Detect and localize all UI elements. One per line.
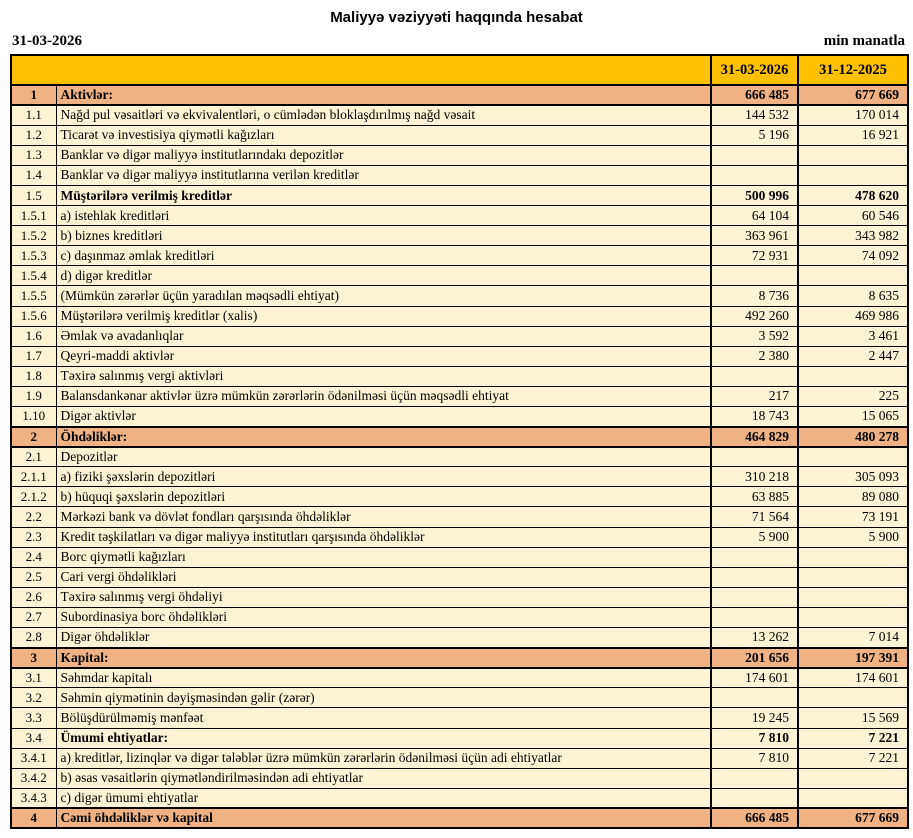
- row-label: c) daşınmaz əmlak kreditləri: [56, 246, 711, 266]
- row-label: Subordinasiya borc öhdəlikləri: [56, 607, 711, 627]
- row-value-current: [711, 788, 798, 808]
- table-header-row: [11, 55, 908, 85]
- row-value-current: 174 601: [711, 668, 798, 688]
- row-number: 1.8: [11, 366, 56, 386]
- row-value-current: 492 260: [711, 306, 798, 326]
- table-row: [11, 386, 908, 406]
- table-row: [11, 587, 908, 607]
- row-number: 1.5: [11, 185, 56, 205]
- row-label: Ümumi ehtiyatlar:: [56, 728, 711, 748]
- row-label: Banklar və digər maliyyə institutlarına verilən kreditlər: [56, 165, 711, 185]
- table-row: [11, 427, 908, 447]
- row-number: 3.1: [11, 668, 56, 688]
- financial-position-table: [10, 54, 909, 829]
- row-value-previous: 7 014: [798, 628, 908, 648]
- table-row: [11, 346, 908, 366]
- row-number: 2.7: [11, 607, 56, 627]
- row-number: 2.2: [11, 507, 56, 527]
- row-label: Cari vergi öhdəlikləri: [56, 567, 711, 587]
- table-row: [11, 607, 908, 627]
- row-label: a) istehlak kreditləri: [56, 206, 711, 226]
- row-value-previous: 5 900: [798, 527, 908, 547]
- row-number: 1.9: [11, 386, 56, 406]
- table-row: [11, 507, 908, 527]
- row-value-current: 363 961: [711, 226, 798, 246]
- row-label: Səhmdar kapitalı: [56, 668, 711, 688]
- table-row: [11, 145, 908, 165]
- row-number: 1.1: [11, 105, 56, 125]
- row-number: 1.5.1: [11, 206, 56, 226]
- row-value-previous: 2 447: [798, 346, 908, 366]
- row-number: 1.3: [11, 145, 56, 165]
- table-row: [11, 286, 908, 306]
- row-label: Müştərilərə verilmiş kreditlər: [56, 185, 711, 205]
- row-value-previous: 197 391: [798, 648, 908, 668]
- row-label: Cəmi öhdəliklər və kapital: [56, 808, 711, 828]
- unit-label: min manatla: [823, 33, 905, 49]
- row-value-current: [711, 567, 798, 587]
- table-row: [11, 748, 908, 768]
- row-value-current: [711, 165, 798, 185]
- row-value-current: 310 218: [711, 467, 798, 487]
- row-value-current: 13 262: [711, 628, 798, 648]
- row-label: a) kreditlər, lizinqlər və digər tələblər üzrə mümkün zərərlərin ödənilməsi üçün adi ehtiyatlar: [56, 748, 711, 768]
- row-number: 4: [11, 808, 56, 828]
- row-value-current: [711, 266, 798, 286]
- row-value-previous: 343 982: [798, 226, 908, 246]
- row-value-current: 144 532: [711, 105, 798, 125]
- row-value-current: 71 564: [711, 507, 798, 527]
- row-value-previous: [798, 567, 908, 587]
- row-value-current: [711, 447, 798, 467]
- table-row: [11, 688, 908, 708]
- row-value-previous: 225: [798, 386, 908, 406]
- row-value-previous: [798, 165, 908, 185]
- row-number: 1.5.5: [11, 286, 56, 306]
- row-number: 2.1.1: [11, 467, 56, 487]
- row-value-previous: 480 278: [798, 427, 908, 447]
- row-label: Borc qiymətli kağızları: [56, 547, 711, 567]
- row-label: Digər aktivlər: [56, 407, 711, 427]
- report-subheader: [12, 32, 905, 50]
- row-number: 2.1.2: [11, 487, 56, 507]
- table-row: [11, 628, 908, 648]
- row-label: Digər öhdəliklər: [56, 628, 711, 648]
- row-value-previous: 7 221: [798, 728, 908, 748]
- row-value-previous: 305 093: [798, 467, 908, 487]
- row-number: 1.2: [11, 125, 56, 145]
- row-label: a) fiziki şəxslərin depozitləri: [56, 467, 711, 487]
- row-number: 2.5: [11, 567, 56, 587]
- table-row: [11, 246, 908, 266]
- row-value-current: 8 736: [711, 286, 798, 306]
- row-value-current: 7 810: [711, 748, 798, 768]
- row-label: Öhdəliklər:: [56, 427, 711, 447]
- table-row: [11, 85, 908, 105]
- table-row: [11, 306, 908, 326]
- row-number: 2: [11, 427, 56, 447]
- row-label: b) biznes kreditləri: [56, 226, 711, 246]
- row-value-previous: [798, 266, 908, 286]
- row-number: 1: [11, 85, 56, 105]
- row-value-previous: 3 461: [798, 326, 908, 346]
- row-value-current: 666 485: [711, 808, 798, 828]
- row-value-current: [711, 366, 798, 386]
- table-row: [11, 185, 908, 205]
- table-row: [11, 567, 908, 587]
- table-row: [11, 668, 908, 688]
- row-label: b) hüquqi şəxslərin depozitləri: [56, 487, 711, 507]
- table-row: [11, 206, 908, 226]
- row-label: d) digər kreditlər: [56, 266, 711, 286]
- table-row: [11, 125, 908, 145]
- row-value-current: 5 900: [711, 527, 798, 547]
- row-label: Təxirə salınmış vergi öhdəliyi: [56, 587, 711, 607]
- header-empty-cell: [11, 55, 711, 85]
- row-number: 1.5.4: [11, 266, 56, 286]
- row-value-current: 666 485: [711, 85, 798, 105]
- row-value-previous: 478 620: [798, 185, 908, 205]
- row-value-current: 64 104: [711, 206, 798, 226]
- row-value-previous: 677 669: [798, 808, 908, 828]
- row-value-previous: [798, 366, 908, 386]
- row-value-previous: 8 635: [798, 286, 908, 306]
- row-label: Nağd pul vəsaitləri və ekvivalentləri, o cümlədən bloklaşdırılmış nağd vəsait: [56, 105, 711, 125]
- table-row: [11, 768, 908, 788]
- page-title: Maliyyə vəziyyəti haqqında hesabat: [330, 9, 583, 26]
- row-number: 3: [11, 648, 56, 668]
- row-value-previous: [798, 547, 908, 567]
- row-value-previous: [798, 145, 908, 165]
- row-number: 1.5.6: [11, 306, 56, 326]
- row-number: 2.1: [11, 447, 56, 467]
- row-value-current: 2 380: [711, 346, 798, 366]
- header-col-current-period: 31-03-2026: [711, 55, 798, 85]
- table-row: [11, 728, 908, 748]
- row-value-previous: 469 986: [798, 306, 908, 326]
- row-value-previous: 60 546: [798, 206, 908, 226]
- row-label: Əmlak və avadanlıqlar: [56, 326, 711, 346]
- table-row: [11, 708, 908, 728]
- table-row: [11, 326, 908, 346]
- row-number: 2.4: [11, 547, 56, 567]
- row-value-current: [711, 547, 798, 567]
- row-number: 3.4: [11, 728, 56, 748]
- row-value-previous: 16 921: [798, 125, 908, 145]
- row-value-current: [711, 587, 798, 607]
- row-label: Banklar və digər maliyyə institutlarındakı depozitlər: [56, 145, 711, 165]
- row-value-current: [711, 768, 798, 788]
- row-value-current: [711, 607, 798, 627]
- row-value-current: 464 829: [711, 427, 798, 447]
- table-row: [11, 407, 908, 427]
- row-number: 3.4.2: [11, 768, 56, 788]
- row-number: 2.8: [11, 628, 56, 648]
- row-value-current: 500 996: [711, 185, 798, 205]
- row-value-current: 72 931: [711, 246, 798, 266]
- row-value-current: [711, 145, 798, 165]
- row-value-current: 5 196: [711, 125, 798, 145]
- row-label: Mərkəzi bank və dövlət fondları qarşısında öhdəliklər: [56, 507, 711, 527]
- row-number: 1.7: [11, 346, 56, 366]
- row-value-previous: [798, 768, 908, 788]
- row-number: 1.6: [11, 326, 56, 346]
- row-label: (Mümkün zərərlər üçün yaradılan məqsədli ehtiyat): [56, 286, 711, 306]
- row-value-previous: 15 569: [798, 708, 908, 728]
- row-label: Balansdankənar aktivlər üzrə mümkün zərərlərin ödənilməsi üçün məqsədli ehtiyat: [56, 386, 711, 406]
- table-row: [11, 648, 908, 668]
- row-value-current: [711, 688, 798, 708]
- row-number: 3.2: [11, 688, 56, 708]
- row-label: Ticarət və investisiya qiymətli kağızları: [56, 125, 711, 145]
- table-row: [11, 266, 908, 286]
- row-number: 3.3: [11, 708, 56, 728]
- row-value-previous: [798, 587, 908, 607]
- row-value-current: 7 810: [711, 728, 798, 748]
- report-date: 31-03-2026: [12, 33, 82, 49]
- row-value-current: 3 592: [711, 326, 798, 346]
- row-number: 2.6: [11, 587, 56, 607]
- row-value-previous: [798, 607, 908, 627]
- table-row: [11, 808, 908, 828]
- row-label: Təxirə salınmış vergi aktivləri: [56, 366, 711, 386]
- row-label: Kapital:: [56, 648, 711, 668]
- header-col-previous-period: 31-12-2025: [798, 55, 908, 85]
- row-value-current: 18 743: [711, 407, 798, 427]
- row-value-previous: 73 191: [798, 507, 908, 527]
- row-number: 1.4: [11, 165, 56, 185]
- row-label: c) digər ümumi ehtiyatlar: [56, 788, 711, 808]
- row-value-previous: 7 221: [798, 748, 908, 768]
- row-value-current: 19 245: [711, 708, 798, 728]
- table-row: [11, 105, 908, 125]
- row-number: 3.4.3: [11, 788, 56, 808]
- table-row: [11, 447, 908, 467]
- table-row: [11, 366, 908, 386]
- row-number: 1.5.2: [11, 226, 56, 246]
- row-number: 1.10: [11, 407, 56, 427]
- table-row: [11, 788, 908, 808]
- row-value-current: 201 656: [711, 648, 798, 668]
- row-value-previous: 677 669: [798, 85, 908, 105]
- row-value-previous: [798, 447, 908, 467]
- row-value-previous: 174 601: [798, 668, 908, 688]
- row-value-previous: 15 065: [798, 407, 908, 427]
- row-label: Depozitlər: [56, 447, 711, 467]
- row-number: 1.5.3: [11, 246, 56, 266]
- row-label: Aktivlər:: [56, 85, 711, 105]
- table-row: [11, 547, 908, 567]
- row-label: Səhmin qiymətinin dəyişməsindən gəlir (zərər): [56, 688, 711, 708]
- row-label: b) əsas vəsaitlərin qiymətləndirilməsindən adi ehtiyatlar: [56, 768, 711, 788]
- row-value-previous: 89 080: [798, 487, 908, 507]
- row-label: Kredit təşkilatları və digər maliyyə institutları qarşısında öhdəliklər: [56, 527, 711, 547]
- row-label: Müştərilərə verilmiş kreditlər (xalis): [56, 306, 711, 326]
- row-value-current: 63 885: [711, 487, 798, 507]
- table-row: [11, 487, 908, 507]
- table-row: [11, 527, 908, 547]
- row-label: Qeyri-maddi aktivlər: [56, 346, 711, 366]
- row-value-previous: [798, 688, 908, 708]
- row-value-previous: [798, 788, 908, 808]
- row-value-previous: 170 014: [798, 105, 908, 125]
- table-row: [11, 165, 908, 185]
- row-number: 2.3: [11, 527, 56, 547]
- row-label: Bölüşdürülməmiş mənfəət: [56, 708, 711, 728]
- row-value-current: 217: [711, 386, 798, 406]
- row-value-previous: 74 092: [798, 246, 908, 266]
- row-number: 3.4.1: [11, 748, 56, 768]
- table-row: [11, 467, 908, 487]
- table-row: [11, 226, 908, 246]
- table-body: [11, 85, 908, 828]
